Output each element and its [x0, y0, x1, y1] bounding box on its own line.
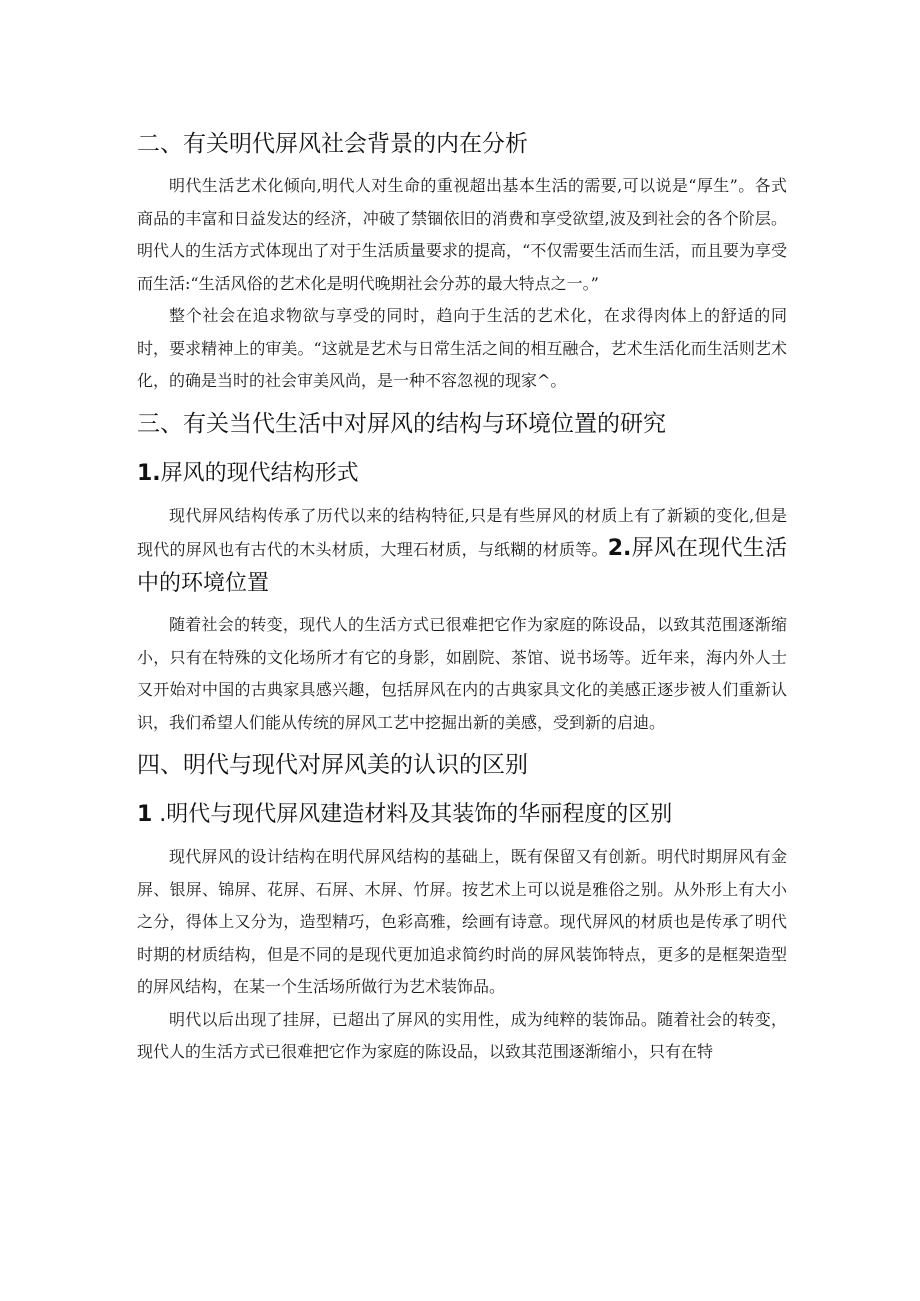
subheading-text: 屏风在现代生活中的环境位置	[137, 536, 787, 596]
subheading-number: 2.	[607, 536, 632, 561]
subheading-number: 1.	[137, 460, 161, 486]
section-2-paragraph-1: 明代生活艺术化倾向,明代人对生命的重视超出基本生活的需要,可以说是“厚生”。各式商品的丰富和日益发达的经济，冲破了禁锢依旧的消费和享受欲望,波及到社会的各个阶层。明代人的生活方式体现出了对于生活质量要求的提高，“不仅需要生活而生活，而且要为享受而生活:“生活风俗的艺术化是明代晚期社会分苏的最大特点之一。”	[137, 176, 787, 293]
section-4-paragraph-2: 明代以后出现了挂屏，已超出了屏风的实用性，成为纯粹的装饰品。随着社会的转变，现代人的生活方式已很难把它作为家庭的陈设品，以致其范围逐渐缩小，只有在特	[137, 1009, 787, 1061]
section-3-paragraph-2: 随着社会的转变，现代人的生活方式已很难把它作为家庭的陈设品，以致其范围逐渐缩小，只有在特殊的文化场所才有它的身影，如剧院、茶馆、说书场等。近年来，海内外人士又开始对中国的古典家具感兴趣，包括屏风在内的古典家具文化的美感正逐步被人们重新认识，我们希望人们能从传统的屏风工艺中挖掘出新的美感，受到新的启迪。	[137, 615, 787, 732]
section-4-paragraph-1: 现代屏风的设计结构在明代屏风结构的基础上，既有保留又有创新。明代时期屏风有金屏、银屏、锦屏、花屏、石屏、木屏、竹屏。按艺术上可以说是雅俗之别。从外形上有大小之分，得体上又分为，造型精巧，色彩高雅，绘画有诗意。现代屏风的材质也是传承了明代时期的材质结构，但是不同的是现代更加追求简约时尚的屏风装饰特点，更多的是框架造型的屏风结构，在某一个生活场所做行为艺术装饰品。	[137, 847, 787, 996]
section-4-heading: 四、明代与现代对屏风美的认识的区别	[137, 752, 528, 778]
document-body	[137, 126, 787, 1069]
paragraph-text: 现代屏风结构传承了历代以来的结构特征,只是有些屏风的材质上有了新颖的变化,但是现代的屏风也有古代的木头材质，大理石材质，与纸糊的材质等。	[137, 505, 787, 559]
section-3-subheading-1	[137, 456, 787, 492]
section-3-heading: 三、有关当代生活中对屏风的结构与环境位置的研究	[137, 410, 666, 437]
section-4-subheading-1	[137, 797, 787, 833]
subheading-text: .明代与现代屏风建造材料及其装饰的华丽程度的区别	[152, 802, 673, 827]
section-2-heading: 二、有关明代屏风社会背景的内在分析	[137, 131, 528, 157]
subheading-number: 1	[137, 802, 153, 827]
section-3-paragraph-1	[137, 500, 787, 602]
subheading-text: 屏风的现代结构形式	[160, 460, 359, 486]
section-2-paragraph-2: 整个社会在追求物欲与享受的同时，趋向于生活的艺术化，在求得肉体上的舒适的同时，要求精神上的审美。“这就是艺术与日常生活之间的相互融合，艺术生活化而生活则艺术化，的确是当时的社会审美风尚，是一种不容忽视的现家^。	[137, 306, 787, 390]
